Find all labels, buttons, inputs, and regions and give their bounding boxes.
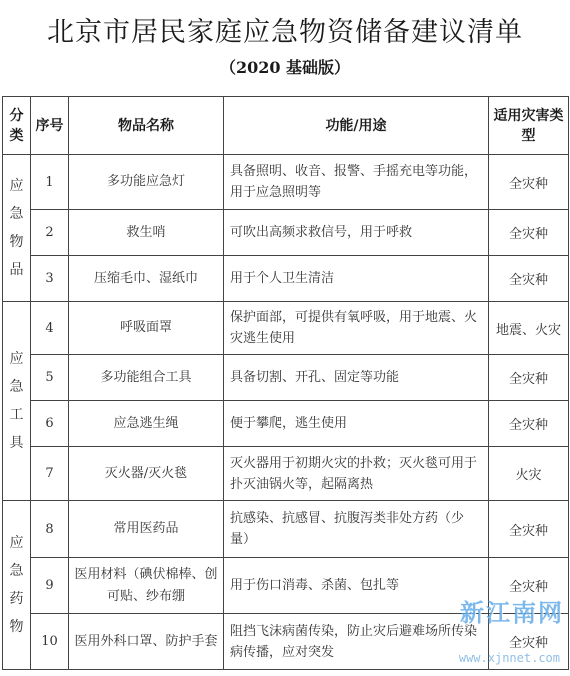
table-row xyxy=(3,558,569,614)
item-function: 用于个人卫生清洁 xyxy=(224,256,489,302)
item-function: 抗感染、抗感冒、抗腹泻类非处方药（少量） xyxy=(224,501,489,558)
watermark-url: www.xjnnet.com xyxy=(458,651,560,665)
header-name: 物品名称 xyxy=(69,97,224,155)
page-subtitle: （2020 基础版） xyxy=(219,58,351,77)
row-index: 7 xyxy=(31,447,69,501)
item-function: 灭火器用于初期火灾的扑救；灭火毯可用于扑灭油锅火等，起隔离热 xyxy=(224,447,489,501)
item-name: 压缩毛巾、湿纸巾 xyxy=(69,256,224,302)
item-disaster: 火灾 xyxy=(489,447,569,501)
row-index: 4 xyxy=(31,302,69,355)
item-name: 多功能应急灯 xyxy=(69,155,224,210)
table-row xyxy=(3,501,569,558)
table-row xyxy=(3,401,569,447)
item-name: 应急逃生绳 xyxy=(69,401,224,447)
category-cell: 应急物品 xyxy=(3,155,31,302)
row-index: 1 xyxy=(31,155,69,210)
table-row xyxy=(3,302,569,355)
item-name: 灭火器/灭火毯 xyxy=(69,447,224,501)
row-index: 3 xyxy=(31,256,69,302)
table-row xyxy=(3,447,569,501)
item-disaster: 全灾种 xyxy=(489,558,569,614)
item-name: 多功能组合工具 xyxy=(69,355,224,401)
table-row xyxy=(3,210,569,256)
table-row xyxy=(3,256,569,302)
item-function: 便于攀爬，逃生使用 xyxy=(224,401,489,447)
item-function: 阻挡飞沫病菌传染，防止灾后避难场所传染病传播，应对突发 xyxy=(224,614,489,670)
header-category: 分类 xyxy=(3,97,31,155)
row-index: 9 xyxy=(31,558,69,614)
table-row xyxy=(3,155,569,210)
supplies-table xyxy=(2,96,569,670)
item-disaster: 地震、火灾 xyxy=(489,302,569,355)
watermark-logo: 新江南网 xyxy=(460,599,564,627)
item-name: 救生哨 xyxy=(69,210,224,256)
table-row xyxy=(3,614,569,670)
row-index: 2 xyxy=(31,210,69,256)
item-disaster: 全灾种 xyxy=(489,256,569,302)
item-name: 医用外科口罩、防护手套 xyxy=(69,614,224,670)
item-disaster: 全灾种 xyxy=(489,210,569,256)
item-disaster: 全灾种 xyxy=(489,155,569,210)
item-disaster: 全灾种 xyxy=(489,355,569,401)
row-index: 8 xyxy=(31,501,69,558)
header-index: 序号 xyxy=(31,97,69,155)
header-function: 功能/用途 xyxy=(224,97,489,155)
table-header-row xyxy=(3,97,569,155)
item-disaster: 全灾种 xyxy=(489,614,569,670)
row-index: 10 xyxy=(31,614,69,670)
item-disaster: 全灾种 xyxy=(489,501,569,558)
item-function: 具备照明、收音、报警、手摇充电等功能，用于应急照明等 xyxy=(224,155,489,210)
item-function: 具备切割、开孔、固定等功能 xyxy=(224,355,489,401)
item-function: 用于伤口消毒、杀菌、包扎等 xyxy=(224,558,489,614)
header-disaster: 适用灾害类型 xyxy=(489,97,569,155)
item-function: 可吹出高频求救信号，用于呼救 xyxy=(224,210,489,256)
row-index: 5 xyxy=(31,355,69,401)
item-name: 医用材料（碘伏棉棒、创可贴、纱布绷 xyxy=(69,558,224,614)
item-name: 呼吸面罩 xyxy=(69,302,224,355)
category-cell: 应急工具 xyxy=(3,302,31,501)
item-function: 保护面部，可提供有氧呼吸，用于地震、火灾逃生使用 xyxy=(224,302,489,355)
item-name: 常用医药品 xyxy=(69,501,224,558)
row-index: 6 xyxy=(31,401,69,447)
table-row xyxy=(3,355,569,401)
item-disaster: 全灾种 xyxy=(489,401,569,447)
page-title: 北京市居民家庭应急物资储备建议清单 xyxy=(47,17,523,48)
category-cell: 应急药物 xyxy=(3,501,31,670)
